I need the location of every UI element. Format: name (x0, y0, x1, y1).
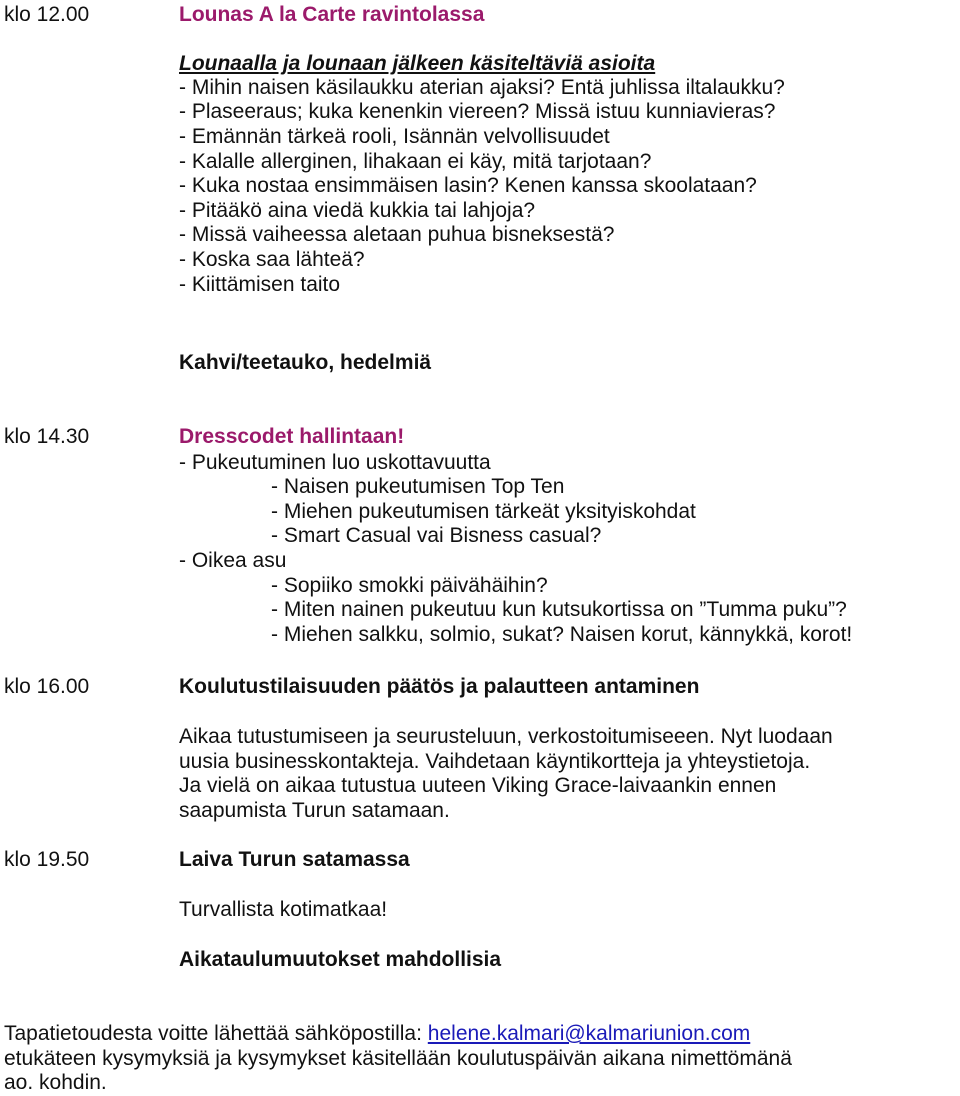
time-1430: klo 14.30 (4, 425, 90, 448)
closing-paragraph-line: uusia businesskontakteja. Vaihdetaan käyntikortteja ja yhteystietoja. (179, 750, 811, 773)
time-1200: klo 12.00 (4, 3, 90, 26)
lunch-item: - Emännän tärkeä rooli, Isännän velvollisuudet (179, 125, 610, 148)
lunch-item: - Koska saa lähteä? (179, 248, 365, 271)
lunch-title: Lounas A la Carte ravintolassa (179, 3, 485, 26)
email-link[interactable]: helene.kalmari@kalmariunion.com (427, 1022, 751, 1045)
closing-paragraph-line: Ja vielä on aikaa tutustua uuteen Viking Grace-laivaankin ennen (179, 774, 777, 797)
lunch-subtitle: Lounaalla ja lounaan jälkeen käsiteltäviä asioita (179, 52, 656, 75)
lunch-item: - Mihin naisen käsilaukku aterian ajaksi? Entä juhlissa iltalaukku? (179, 76, 785, 99)
lunch-item: - Kuka nostaa ensimmäisen lasin? Kenen kanssa skoolataan? (179, 174, 757, 197)
closing-paragraph-line: Aikaa tutustumiseen ja seurusteluun, verkostoitumiseeen. Nyt luodaan (179, 725, 833, 748)
arrival-title: Laiva Turun satamassa (179, 848, 410, 871)
dresscode-title: Dresscodet hallintaan! (179, 425, 405, 448)
dresscode-subline: - Naisen pukeutumisen Top Ten (271, 475, 565, 498)
lunch-item: - Pitääkö aina viedä kukkia tai lahjoja? (179, 199, 536, 222)
lunch-item: - Missä vaiheessa aletaan puhua bisneksestä? (179, 223, 615, 246)
dresscode-line: - Oikea asu (179, 549, 287, 572)
footer-line-3: ao. kohdin. (4, 1071, 107, 1094)
time-1600: klo 16.00 (4, 675, 90, 698)
lunch-item: - Kiittämisen taito (179, 273, 341, 296)
lunch-item: - Kalalle allerginen, lihakaan ei käy, mitä tarjotaan? (179, 150, 652, 173)
closing-title: Koulutustilaisuuden päätös ja palautteen antaminen (179, 675, 700, 698)
dresscode-subline: - Miehen pukeutumisen tärkeät yksityiskohdat (271, 500, 696, 523)
footer-text: Tapatietoudesta voitte lähettää sähköpostilla: (4, 1022, 428, 1045)
closing-paragraph-line: saapumista Turun satamaan. (179, 799, 450, 822)
dresscode-subline: - Miehen salkku, solmio, sukat? Naisen korut, kännykkä, korot! (271, 623, 853, 646)
coffee-break: Kahvi/teetauko, hedelmiä (179, 351, 432, 374)
dresscode-subline: - Smart Casual vai Bisness casual? (271, 524, 602, 547)
lunch-item: - Plaseeraus; kuka kenenkin viereen? Missä istuu kunniavieras? (179, 100, 776, 123)
dresscode-subline: - Miten nainen pukeutuu kun kutsukortissa on ”Tumma puku”? (271, 598, 847, 621)
dresscode-subline: - Sopiiko smokki päivähäihin? (271, 574, 548, 597)
farewell-text: Turvallista kotimatkaa! (179, 898, 388, 921)
footer-line-1 (4, 1022, 750, 1047)
schedule-change-note: Aikataulumuutokset mahdollisia (179, 948, 502, 971)
dresscode-line: - Pukeutuminen luo uskottavuutta (179, 451, 491, 474)
time-1950: klo 19.50 (4, 848, 90, 871)
footer-line-2: etukäteen kysymyksiä ja kysymykset käsitellään koulutuspäivän aikana nimettömänä (4, 1047, 792, 1070)
